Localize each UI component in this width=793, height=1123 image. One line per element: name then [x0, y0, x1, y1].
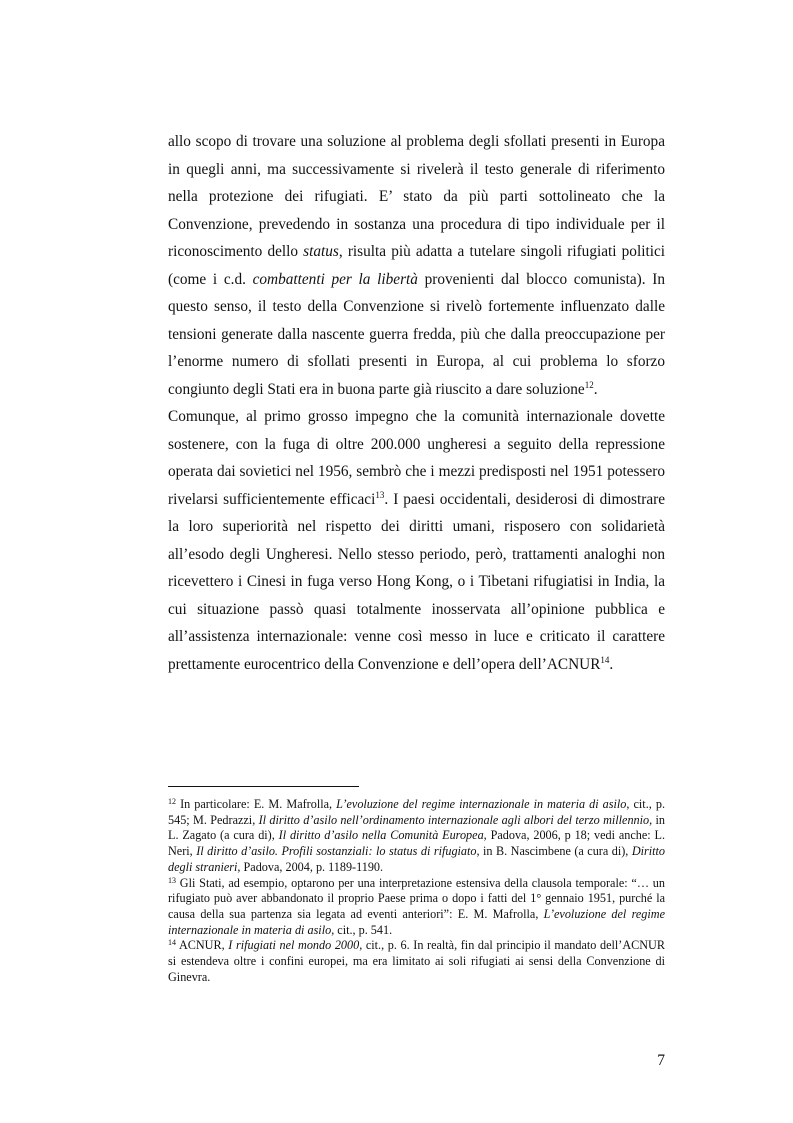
footnote-ref: 13 — [168, 875, 176, 885]
italic-text: combattenti per la libertà — [252, 270, 418, 288]
footnote-12 — [168, 797, 665, 876]
italic-text: Il diritto d’asilo nell’ordinamento internazionale agli albori del terzo millennio — [258, 812, 650, 827]
text-run: , cit., p. 6. In realtà, fin dal principio il mandato dell’ACNUR si estendeva oltre i confini europei, ma era limitato ai soli rifugiati ai sensi della Convenzione di Ginevra. — [168, 938, 665, 984]
text-run: , in B. Nascimbene (a cura di), — [476, 844, 632, 859]
footnote-14 — [168, 938, 665, 985]
text-run: . — [609, 655, 614, 673]
text-run: . — [593, 380, 598, 398]
text-run: Gli Stati, ad esempio, optarono per una interpretazione estensiva della clausola temporale: “… un rifugiato può aver abbandonato il proprio Paese prima o dopo i fatti del 1° gennaio 1951, purché la causa della sua partenza sia legata ad eventi anteriori”: E. M. Mafrolla, — [168, 875, 665, 921]
page-number: 7 — [657, 1052, 665, 1069]
italic-text: I rifugiati nel mondo 2000 — [228, 938, 360, 953]
italic-text: L’evoluzione del regime internazionale in materia di asilo — [168, 906, 665, 937]
text-run: allo scopo di trovare una soluzione al problema degli sfollati presenti in Europa in quegli anni, ma successivamente si rivelerà il testo generale di riferimento nella protezione dei rifugiati. E’ stato da più parti sottolineato che la Convenzione, prevedendo in sostanza una procedura di tipo individuale per il riconoscimento dello — [168, 133, 665, 260]
footnote-ref: 14 — [168, 938, 176, 948]
italic-text: Il diritto d’asilo. Profili sostanziali: lo status di rifugiato — [196, 844, 477, 859]
text-run: , Padova, 2004, p. 1189-1190. — [237, 859, 384, 874]
text-run: In particolare: E. M. Mafrolla, — [176, 797, 337, 811]
text-run: Comunque, al primo grosso impegno che la comunità internazionale dovette sostenere, con la fuga di oltre 200.000 ungheresi a seguito della repressione operata dai sovietici nel 1956, sembrò che i mezzi predisposti nel 1951 potessero rivelarsi sufficientemente efficaci — [168, 408, 665, 508]
italic-text: Diritto degli stranieri — [168, 844, 666, 874]
text-run: , cit., p. 541. — [331, 922, 393, 937]
italic-text: status — [303, 243, 339, 260]
text-run: provenienti dal blocco comunista). In questo senso, il testo della Convenzione si rivelò fortemente influenzato dalle tensioni generate dalla nascente guerra fredda, più che dalla preoccupazione per l’enorme numero di sfollati presenti in Europa, al cui problema lo sforzo congiunto degli Stati era in buona parte già riuscito a dare soluzione — [168, 270, 665, 398]
footnote-13 — [168, 876, 665, 939]
text-run: ACNUR, — [176, 938, 229, 953]
body-text — [168, 128, 665, 678]
text-run: , Padova, 2006, p 18; vedi anche: L. Neri, — [168, 828, 665, 859]
text-run: . I paesi occidentali, desiderosi di dimostrare la loro superiorità nel rispetto dei diritti umani, risposero con solidarietà all’esodo degli Ungheresi. Nello stesso periodo, però, trattamenti analoghi non ricevettero i Cinesi in fuga verso Hong Kong, o i Tibetani rifugiatisi in India, la cui situazione passò quasi totalmente inosservata all’opinione pubblica e all’assistenza internazionale: venne così messo in luce e criticato il carattere prettamente eurocentrico della Convenzione e dell’opera dell’ACNUR — [168, 490, 665, 673]
italic-text: Il diritto d’asilo nella Comunità Europea — [278, 828, 484, 843]
text-run: , risulta più adatta a tutelare singoli rifugiati politici (come i c.d. — [168, 243, 665, 288]
footnote-ref: 12 — [584, 379, 594, 390]
text-run: , cit., p. 545; M. Pedrazzi, — [168, 797, 665, 827]
text-run: , in L. Zagato (a cura di), — [168, 812, 665, 843]
footnote-ref: 14 — [600, 654, 610, 665]
paragraph-2 — [168, 403, 665, 678]
paragraph-1 — [168, 128, 665, 403]
footnote-ref: 13 — [375, 489, 385, 500]
footnotes — [168, 797, 665, 985]
footnote-separator — [168, 786, 359, 787]
footnote-ref: 12 — [168, 797, 176, 806]
italic-text: L’evoluzione del regime internazionale in materia di asilo — [336, 797, 627, 811]
